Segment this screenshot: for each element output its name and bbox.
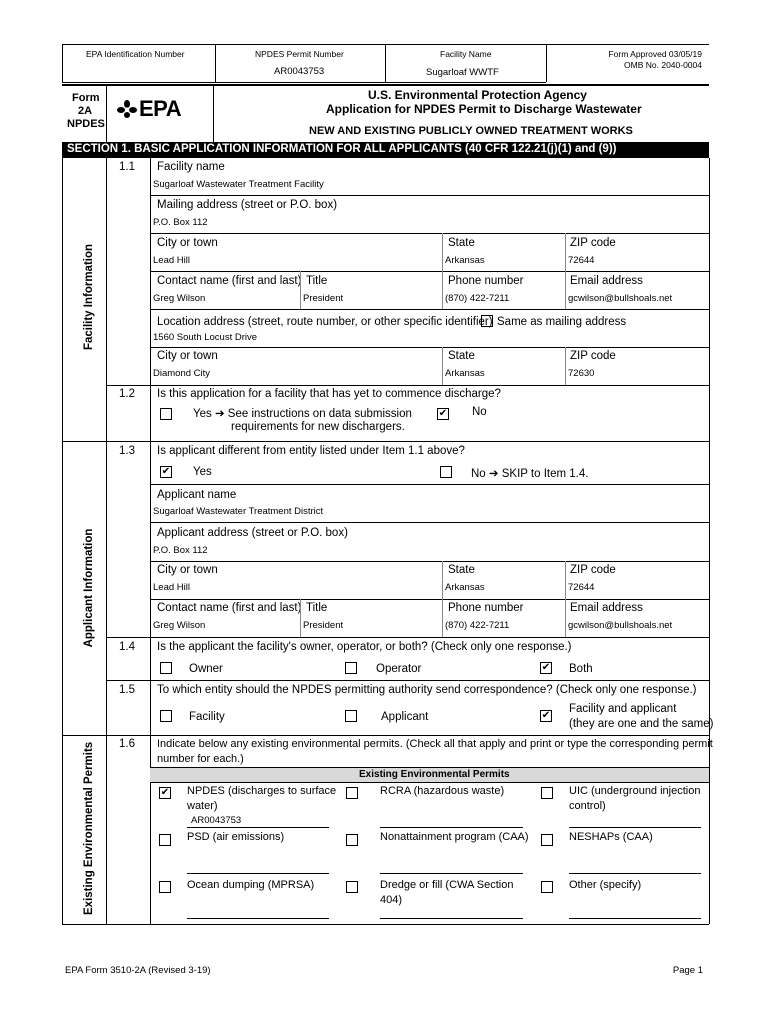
city-label: City or town [157, 237, 218, 249]
mailing-address-label: Mailing address (street or P.O. box) [157, 199, 338, 211]
permits-table-header [150, 767, 709, 783]
side-label-applicant: Applicant Information [83, 528, 95, 648]
cell-divider [442, 271, 443, 309]
row-line [150, 347, 709, 348]
npdes-permit-type-label: NPDES (discharges to surface [187, 785, 337, 797]
cell-divider [300, 271, 301, 309]
ocean-dumping-number-line[interactable] [187, 918, 329, 919]
cell-divider [565, 561, 566, 599]
operator-label: Operator [376, 663, 422, 675]
row-line [150, 233, 709, 234]
same-as-mailing-checkbox[interactable] [481, 315, 493, 327]
section-header-bar [62, 142, 709, 158]
item-1-6-number: 1.6 [119, 738, 135, 750]
sidebar-divider [106, 158, 107, 924]
nonattainment-label: Nonattainment program (CAA) [380, 831, 529, 843]
facility-name-field-label: Facility name [157, 161, 225, 173]
location-city-label: City or town [157, 350, 218, 362]
new-discharger-yes-checkbox[interactable] [160, 408, 172, 420]
header-bottom-border [62, 82, 546, 83]
side-label-permits: Existing Environmental Permits [83, 741, 95, 915]
applicant-contact-field[interactable]: Greg Wilson [153, 620, 206, 631]
applicant-different-yes-label: Yes [193, 466, 212, 478]
correspondence-facility-checkbox[interactable] [160, 710, 172, 722]
applicant-different-no-label: No ➔ SKIP to Item 1.4. [471, 468, 589, 480]
title-label: Title [306, 275, 328, 287]
other-permit-checkbox[interactable] [541, 881, 553, 893]
row-line [150, 309, 709, 310]
correspondence-both-label-2: (they are one and the same) [569, 718, 714, 730]
agency-name: U.S. Environmental Protection Agency [368, 88, 587, 102]
row-line [150, 484, 709, 485]
form-npdes: NPDES [67, 118, 105, 130]
row-line [106, 637, 709, 638]
correspondence-facility-label: Facility [189, 711, 225, 723]
neshaps-number-line[interactable] [569, 873, 701, 874]
new-discharger-no-checkbox[interactable]: ✔ [438, 408, 448, 419]
cell-divider [300, 599, 301, 637]
item-1-4-number: 1.4 [119, 641, 135, 653]
dredge-fill-label-2: 404) [380, 894, 403, 906]
facility-name-value: Sugarloaf WWTF [426, 67, 499, 78]
row-line [106, 385, 709, 386]
form-approved: Form Approved 03/05/19 [608, 49, 702, 59]
psd-label: PSD (air emissions) [187, 831, 285, 843]
phone-label: Phone number [448, 275, 524, 287]
cell-divider [442, 347, 443, 385]
applicant-email-label: Email address [570, 602, 643, 614]
applicant-address-field[interactable]: P.O. Box 112 [153, 545, 208, 556]
psd-checkbox[interactable] [159, 834, 171, 846]
omb-number: OMB No. 2040-0004 [624, 60, 702, 70]
correspondence-applicant-checkbox[interactable] [345, 710, 357, 722]
npdes-permit-type-label-2: water) [187, 800, 218, 812]
applicant-different-yes-checkbox[interactable]: ✔ [161, 466, 171, 477]
dredge-fill-label: Dredge or fill (CWA Section [380, 879, 514, 891]
applicant-state-field[interactable]: Arkansas [445, 582, 485, 593]
applicant-phone-field[interactable]: (870) 422-7211 [445, 620, 510, 631]
applicant-zip-field[interactable]: 72644 [568, 582, 595, 593]
other-permit-number-line[interactable] [569, 918, 701, 919]
uic-label: UIC (underground injection [569, 785, 701, 797]
applicant-name-field[interactable]: Sugarloaf Wastewater Treatment District [153, 506, 324, 517]
applicant-contact-label: Contact name (first and last) [157, 602, 302, 614]
neshaps-checkbox[interactable] [541, 834, 553, 846]
facility-name-field[interactable]: Sugarloaf Wastewater Treatment Facility [153, 179, 324, 190]
npdes-permit-number-field[interactable]: AR0043753 [191, 815, 242, 826]
header-divider-3 [546, 44, 547, 82]
header-divider-1 [215, 44, 216, 82]
location-address-label: Location address (street, route number, or other specific identifier) [157, 316, 493, 328]
npdes-permit-value: AR0043753 [274, 66, 325, 77]
item-1-6-question: Indicate below any existing environmental permits. (Check all that apply and print or type the corresponding permit [157, 738, 713, 750]
owner-label: Owner [189, 663, 223, 675]
header-left-border [62, 44, 63, 82]
form-subtitle: NEW AND EXISTING PUBLICLY OWNED TREATMENT WORKS [309, 125, 633, 137]
same-as-mailing-label: Same as mailing address [497, 316, 627, 328]
correspondence-both-label: Facility and applicant [569, 703, 677, 715]
cell-divider [565, 347, 566, 385]
other-permit-label: Other (specify) [569, 879, 642, 891]
applicant-city-label: City or town [157, 564, 218, 576]
both-label: Both [569, 663, 593, 675]
cell-divider [565, 599, 566, 637]
state-field[interactable]: Arkansas [445, 255, 485, 266]
psd-number-line[interactable] [187, 873, 329, 874]
item-1-4-question: Is the applicant the facility's owner, operator, or both? (Check only one response.) [157, 641, 572, 653]
ocean-dumping-label: Ocean dumping (MPRSA) [187, 879, 315, 891]
row-line [150, 271, 709, 272]
cell-divider [565, 233, 566, 271]
contact-name-label: Contact name (first and last) [157, 275, 302, 287]
applicant-name-label: Applicant name [157, 489, 237, 501]
both-checkbox[interactable]: ✔ [541, 662, 551, 673]
title-field[interactable]: President [303, 293, 344, 304]
cell-divider [565, 271, 566, 309]
applicant-state-label: State [448, 564, 475, 576]
new-discharger-no-label: No [472, 406, 487, 418]
dredge-fill-number-line[interactable] [380, 918, 523, 919]
row-line [150, 599, 709, 600]
applicant-different-no-checkbox[interactable] [440, 466, 452, 478]
contact-name-field[interactable]: Greg Wilson [153, 293, 206, 304]
nonattainment-checkbox[interactable] [346, 834, 358, 846]
frame-left [62, 158, 63, 924]
new-discharger-yes-label: Yes ➔ See instructions on data submission [193, 408, 412, 420]
title-divider-2 [213, 84, 214, 142]
location-state-label: State [448, 350, 475, 362]
facility-name-label: Facility Name [440, 49, 492, 59]
location-address-field[interactable]: 1560 South Locust Drive [153, 332, 258, 343]
row-line [150, 195, 709, 196]
uic-label-2: control) [569, 800, 606, 812]
group-separator-1 [62, 441, 709, 442]
header-divider-2 [385, 44, 386, 82]
footer-form-id: EPA Form 3510-2A (Revised 3-19) [65, 965, 211, 976]
cell-divider [442, 599, 443, 637]
rcra-label: RCRA (hazardous waste) [380, 785, 505, 797]
application-title: Application for NPDES Permit to Discharge Wastewater [326, 102, 642, 116]
applicant-title-label: Title [306, 602, 328, 614]
correspondence-both-checkbox[interactable]: ✔ [541, 710, 551, 721]
email-field[interactable]: gcwilson@bullshoals.net [568, 293, 673, 304]
location-zip-field[interactable]: 72630 [568, 368, 595, 379]
location-state-field[interactable]: Arkansas [445, 368, 485, 379]
footer-page-number: Page 1 [672, 965, 703, 976]
title-top-border [62, 84, 709, 86]
title-divider-1 [106, 84, 107, 142]
side-label-facility: Facility Information [83, 243, 95, 351]
frame-right [709, 158, 710, 924]
city-field[interactable]: Lead Hill [153, 255, 190, 266]
epa-logo-text: EPA [139, 96, 182, 121]
form-label: Form [72, 92, 100, 104]
operator-checkbox[interactable] [345, 662, 357, 674]
section-header-text: SECTION 1. BASIC APPLICATION INFORMATION FOR ALL APPLICANTS (40 CFR 122.21(j)(1) and (9)) [67, 143, 617, 155]
cell-divider [442, 233, 443, 271]
zip-field[interactable]: 72644 [568, 255, 595, 266]
item-1-2-number: 1.2 [119, 388, 135, 400]
applicant-zip-label: ZIP code [570, 564, 616, 576]
item-1-5-question: To which entity should the NPDES permitting authority send correspondence? (Check only one response.) [157, 684, 697, 696]
applicant-city-field[interactable]: Lead Hill [153, 582, 190, 593]
permits-table-title: Existing Environmental Permits [359, 769, 510, 780]
item-1-3-question: Is applicant different from entity listed under Item 1.1 above? [157, 445, 465, 457]
nonattainment-number-line[interactable] [380, 873, 523, 874]
item-1-2-question: Is this application for a facility that has yet to commence discharge? [157, 388, 501, 400]
rcra-number-line[interactable] [380, 827, 523, 828]
location-zip-label: ZIP code [570, 350, 616, 362]
uic-number-line[interactable] [569, 827, 701, 828]
form-number: 2A [78, 105, 93, 117]
row-line [106, 680, 709, 681]
row-line [150, 522, 709, 523]
cell-divider [442, 561, 443, 599]
item-1-5-number: 1.5 [119, 684, 135, 696]
state-label: State [448, 237, 475, 249]
frame-bottom [62, 924, 709, 925]
item-1-6-question-2: number for each.) [157, 753, 244, 765]
mailing-address-field[interactable]: P.O. Box 112 [153, 217, 208, 228]
owner-checkbox[interactable] [160, 662, 172, 674]
epa-flower-icon [117, 100, 137, 118]
new-discharger-yes-label-2: requirements for new dischargers. [231, 421, 405, 433]
location-city-field[interactable]: Diamond City [153, 368, 211, 379]
row-line [106, 735, 709, 736]
applicant-email-field[interactable]: gcwilson@bullshoals.net [568, 620, 673, 631]
npdes-permit-number-line [187, 827, 329, 828]
applicant-phone-label: Phone number [448, 602, 524, 614]
uic-checkbox[interactable] [541, 787, 553, 799]
item-1-1-number: 1.1 [119, 161, 135, 173]
phone-field[interactable]: (870) 422-7211 [445, 293, 510, 304]
applicant-address-label: Applicant address (street or P.O. box) [157, 527, 348, 539]
zip-label: ZIP code [570, 237, 616, 249]
npdes-permit-label: NPDES Permit Number [255, 49, 344, 59]
correspondence-applicant-label: Applicant [381, 711, 429, 723]
number-column-divider [150, 158, 151, 924]
ocean-dumping-checkbox[interactable] [159, 881, 171, 893]
item-1-3-number: 1.3 [119, 445, 135, 457]
rcra-checkbox[interactable] [346, 787, 358, 799]
npdes-permit-checkbox[interactable]: ✔ [160, 787, 170, 798]
applicant-title-field[interactable]: President [303, 620, 344, 631]
epa-logo [117, 96, 182, 123]
email-label: Email address [570, 275, 643, 287]
epa-id-label: EPA Identification Number [86, 49, 185, 59]
dredge-fill-checkbox[interactable] [346, 881, 358, 893]
neshaps-label: NESHAPs (CAA) [569, 831, 653, 843]
row-line [150, 561, 709, 562]
